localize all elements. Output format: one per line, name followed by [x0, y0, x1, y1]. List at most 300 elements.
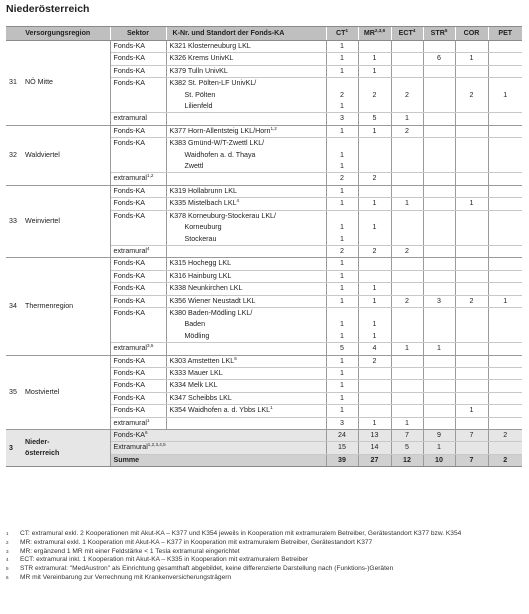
value-cell: 2	[358, 90, 391, 101]
cell-text: Fonds-KA	[113, 139, 146, 148]
cell-text: Fonds-KA	[113, 211, 146, 220]
value-cell	[326, 210, 358, 222]
header-col-ct	[326, 27, 358, 41]
sektor-cell	[110, 295, 166, 307]
cell-text: MR	[363, 29, 375, 37]
footnote-marker: 2	[6, 539, 9, 545]
value-cell	[391, 138, 423, 150]
sektor-cell	[110, 367, 166, 379]
value-cell	[391, 101, 423, 113]
cell-text: Fonds-KA	[113, 66, 146, 75]
cell-text: Fonds-KA	[113, 368, 146, 377]
footnote-marker: 4	[6, 557, 9, 563]
value-cell	[423, 405, 455, 417]
cell-text: K334 Melk LKL	[169, 381, 218, 390]
value-cell: 1	[326, 185, 358, 197]
sektor-cell	[110, 319, 166, 330]
region-number: 32	[9, 150, 17, 159]
value-cell	[455, 210, 488, 222]
value-cell	[488, 367, 522, 379]
value-cell	[488, 53, 522, 65]
footnote-text: MR: extramural exkl. 1 Kooperation mit Akut-KA – K377 in Kooperation mit extramuralem Betreiber, Gerätestandort K377	[20, 538, 373, 546]
cell-text: STR	[430, 29, 445, 37]
value-cell	[391, 331, 423, 343]
cell-text: Fonds-KA	[113, 271, 146, 280]
sum-value-cell: 12	[391, 454, 423, 466]
value-cell	[423, 198, 455, 210]
value-cell	[488, 78, 522, 90]
cell-text: Korneuburg	[184, 223, 222, 232]
value-cell: 4	[358, 343, 391, 355]
value-cell	[455, 392, 488, 404]
cell-text: extramural	[113, 246, 148, 255]
region-cell	[6, 125, 110, 185]
value-cell	[488, 343, 522, 355]
standort-cell	[166, 41, 326, 53]
value-cell	[423, 161, 455, 173]
value-cell	[423, 41, 455, 53]
cell-text: St. Pölten	[184, 90, 216, 99]
cell-text: K316 Hainburg LKL	[169, 271, 232, 280]
value-cell	[391, 367, 423, 379]
standort-cell	[166, 270, 326, 282]
value-cell: 1	[326, 319, 358, 330]
value-cell	[455, 161, 488, 173]
value-cell: 3	[326, 417, 358, 429]
value-cell: 2	[391, 90, 423, 101]
value-cell: 1	[326, 125, 358, 137]
value-cell: 1	[326, 270, 358, 282]
cell-text: K303 Amstetten LKL	[169, 356, 235, 365]
value-cell: 2	[455, 295, 488, 307]
value-cell	[391, 173, 423, 185]
value-cell	[488, 307, 522, 319]
footnote	[6, 556, 522, 565]
value-cell	[488, 150, 522, 161]
total-value-cell: 7	[455, 430, 488, 442]
footnote-text: MR mit Vereinbarung zur Verrechnung mit Krankenversicherungsträgern	[20, 573, 232, 581]
value-cell	[423, 222, 455, 233]
header-col-cor	[455, 27, 488, 41]
value-cell	[488, 234, 522, 246]
value-cell	[391, 78, 423, 90]
value-cell: 1	[488, 295, 522, 307]
value-cell	[423, 245, 455, 257]
value-cell	[391, 65, 423, 77]
cell-text: K333 Mauer LKL	[169, 368, 223, 377]
value-cell: 1	[488, 90, 522, 101]
region-cell	[6, 355, 110, 429]
state-name-line2: österreich	[25, 449, 60, 458]
cell-text: Fonds-KA	[113, 126, 146, 135]
header-col-mr	[358, 27, 391, 41]
sektor-cell	[110, 173, 166, 185]
value-cell: 1	[326, 283, 358, 295]
cell-text: Fonds-KA	[113, 79, 146, 88]
value-cell	[455, 78, 488, 90]
value-cell: 1	[358, 417, 391, 429]
value-cell: 1	[391, 417, 423, 429]
cell-text: PET	[498, 29, 513, 37]
cell-text: K377 Horn-Allentsteig LKL/Horn	[169, 126, 271, 135]
header-col-ect	[391, 27, 423, 41]
value-cell	[326, 307, 358, 319]
value-cell: 1	[326, 331, 358, 343]
cell-text: extramural	[113, 174, 148, 183]
table-row	[6, 355, 522, 367]
total-value-cell: 1	[423, 442, 455, 454]
standort-cell	[166, 283, 326, 295]
sektor-cell	[110, 161, 166, 173]
region-number: 33	[9, 216, 17, 225]
footnote-ref: 1,2	[147, 173, 154, 179]
value-cell: 2	[358, 245, 391, 257]
value-cell: 1	[326, 41, 358, 53]
region-cell	[6, 41, 110, 126]
value-cell: 1	[326, 367, 358, 379]
value-cell: 1	[326, 234, 358, 246]
sektor-cell	[110, 113, 166, 125]
value-cell: 1	[326, 65, 358, 77]
cell-text: K378 Korneuburg-Stockerau LKL/	[169, 211, 276, 220]
value-cell	[455, 185, 488, 197]
sektor-cell	[110, 138, 166, 150]
footnote-ref: 1	[270, 405, 273, 411]
cell-text: Fonds-KA	[113, 308, 146, 317]
standort-cell	[166, 198, 326, 210]
footnote-ref: 1	[147, 417, 150, 423]
value-cell	[423, 319, 455, 330]
standort-cell	[166, 295, 326, 307]
footnote-marker: 3	[6, 548, 9, 554]
value-cell	[423, 210, 455, 222]
value-cell	[423, 258, 455, 270]
value-cell	[488, 113, 522, 125]
cell-text: K356 Wiener Neustadt LKL	[169, 296, 256, 305]
value-cell	[455, 65, 488, 77]
total-value-cell: 14	[358, 442, 391, 454]
sum-label: Summe	[110, 454, 326, 466]
value-cell: 1	[326, 258, 358, 270]
value-cell	[358, 258, 391, 270]
value-cell: 1	[423, 343, 455, 355]
cell-text: K321 Klosterneuburg LKL	[169, 42, 251, 50]
sektor-cell	[110, 343, 166, 355]
header-region: Versorgungsregion	[6, 27, 110, 41]
total-value-cell	[455, 442, 488, 454]
region-number: 31	[9, 78, 17, 87]
standort-cell	[166, 234, 326, 246]
cell-text: K335 Mistelbach LKL	[169, 199, 237, 208]
value-cell: 1	[326, 101, 358, 113]
standort-cell	[166, 355, 326, 367]
cell-text: Extramural	[113, 443, 148, 452]
value-cell	[488, 380, 522, 392]
sektor-cell	[110, 125, 166, 137]
value-cell: 1	[326, 392, 358, 404]
value-cell	[358, 392, 391, 404]
value-cell	[455, 113, 488, 125]
cell-text: extramural	[113, 418, 148, 427]
value-cell: 1	[391, 113, 423, 125]
footnote-ref: 4	[147, 245, 150, 251]
standort-cell	[166, 307, 326, 319]
footnote	[6, 574, 522, 583]
standort-cell	[166, 138, 326, 150]
value-cell	[391, 270, 423, 282]
total-value-cell: 9	[423, 430, 455, 442]
standort-cell	[166, 380, 326, 392]
value-cell: 1	[326, 198, 358, 210]
sum-value-cell: 39	[326, 454, 358, 466]
footnote-marker: 6	[6, 574, 9, 580]
value-cell	[488, 319, 522, 330]
value-cell	[488, 417, 522, 429]
value-cell	[455, 270, 488, 282]
footnote-ref: 6	[234, 355, 237, 361]
cell-text: Waidhofen a. d. Thaya	[184, 150, 256, 159]
sektor-cell	[110, 380, 166, 392]
value-cell: 2	[326, 90, 358, 101]
standort-cell	[166, 343, 326, 355]
footnote-ref: 4	[412, 28, 416, 33]
cell-text: Stockerau	[184, 234, 217, 243]
value-cell	[391, 319, 423, 330]
value-cell: 2	[358, 173, 391, 185]
footnote-text: ECT: extramural inkl. 1 Kooperation mit Akut-KA – K335 in Kooperation mit extramuralem Betreiber	[20, 556, 309, 564]
page-title: Niederösterreich	[6, 3, 90, 15]
sektor-cell	[110, 331, 166, 343]
value-cell	[358, 270, 391, 282]
value-cell: 2	[391, 245, 423, 257]
footnote-ref: 1,2,3,4,5	[147, 442, 166, 448]
value-cell	[455, 331, 488, 343]
value-cell	[488, 65, 522, 77]
value-cell: 1	[455, 198, 488, 210]
cell-text: COR	[463, 29, 480, 37]
sektor-cell	[110, 53, 166, 65]
cell-text: extramural	[113, 114, 148, 123]
standort-cell	[166, 150, 326, 161]
value-cell	[423, 380, 455, 392]
value-cell: 1	[455, 405, 488, 417]
value-cell: 2	[358, 355, 391, 367]
value-cell: 2	[326, 245, 358, 257]
region-name: Thermenregion	[25, 301, 74, 310]
sektor-cell	[110, 41, 166, 53]
value-cell: 1	[391, 198, 423, 210]
standort-cell	[166, 392, 326, 404]
value-cell: 3	[326, 113, 358, 125]
table-header-row	[6, 27, 522, 41]
value-cell	[455, 343, 488, 355]
standort-cell	[166, 417, 326, 429]
table-row	[6, 125, 522, 137]
total-sektor-cell	[110, 430, 326, 442]
total-sektor-cell	[110, 442, 326, 454]
value-cell	[358, 78, 391, 90]
cell-text: K379 Tulln UnivKL	[169, 66, 228, 75]
sektor-cell	[110, 222, 166, 233]
cell-text: K383 Gmünd-W/T-Zwettl LKL/	[169, 139, 265, 148]
footnote-text: CT: extramural exkl. 2 Kooperationen mit Akut-KA – K377 und K354 jeweils in Kooperation mit extramuralem Betreiber, Gerätestandort K377 bzw. K354	[20, 530, 462, 537]
value-cell	[455, 150, 488, 161]
value-cell	[455, 367, 488, 379]
value-cell	[358, 41, 391, 53]
region-name: NÖ Mitte	[25, 78, 53, 87]
sektor-cell	[110, 245, 166, 257]
value-cell	[455, 234, 488, 246]
standort-cell	[166, 210, 326, 222]
value-cell	[455, 138, 488, 150]
value-cell	[488, 185, 522, 197]
value-cell	[358, 150, 391, 161]
footnote-ref: 1,2	[270, 125, 277, 131]
value-cell: 1	[326, 405, 358, 417]
value-cell	[358, 210, 391, 222]
value-cell	[423, 331, 455, 343]
footnote-ref: 5	[444, 28, 448, 33]
value-cell	[358, 367, 391, 379]
value-cell: 1	[358, 65, 391, 77]
value-cell: 1	[358, 283, 391, 295]
standort-cell	[166, 245, 326, 257]
value-cell	[326, 78, 358, 90]
value-cell	[358, 307, 391, 319]
value-cell	[488, 245, 522, 257]
value-cell: 1	[358, 125, 391, 137]
state-cell	[6, 430, 110, 467]
cell-text: Fonds-KA	[113, 186, 146, 195]
sektor-cell	[110, 198, 166, 210]
cell-text: Fonds-KA	[113, 259, 146, 268]
footnote	[6, 530, 522, 539]
value-cell	[488, 270, 522, 282]
value-cell: 1	[358, 53, 391, 65]
standort-cell	[166, 319, 326, 330]
value-cell	[326, 138, 358, 150]
value-cell	[423, 392, 455, 404]
value-cell	[391, 150, 423, 161]
cell-text: Fonds-KA	[113, 42, 146, 50]
value-cell	[391, 210, 423, 222]
value-cell: 1	[326, 150, 358, 161]
cell-text: K319 Hollabrunn LKL	[169, 186, 237, 195]
value-cell	[423, 417, 455, 429]
header-standort: K-Nr. und Standort der Fonds-KA	[166, 27, 326, 41]
value-cell	[391, 234, 423, 246]
value-cell	[358, 234, 391, 246]
value-cell	[488, 222, 522, 233]
value-cell	[488, 355, 522, 367]
value-cell: 1	[326, 295, 358, 307]
value-cell	[423, 355, 455, 367]
standort-cell	[166, 222, 326, 233]
sektor-cell	[110, 65, 166, 77]
sum-value-cell: 10	[423, 454, 455, 466]
value-cell	[488, 138, 522, 150]
value-cell	[455, 245, 488, 257]
cell-text: Fonds-KA	[113, 393, 146, 402]
standort-cell	[166, 258, 326, 270]
value-cell	[423, 150, 455, 161]
state-name	[25, 437, 59, 459]
state-number: 3	[9, 443, 13, 452]
standort-cell	[166, 90, 326, 101]
value-cell	[455, 417, 488, 429]
cell-text: K380 Baden-Mödling LKL/	[169, 308, 253, 317]
footnote	[6, 539, 522, 548]
sum-value-cell: 7	[455, 454, 488, 466]
region-cell	[6, 258, 110, 355]
value-cell: 1	[391, 343, 423, 355]
value-cell	[455, 283, 488, 295]
total-value-cell: 15	[326, 442, 358, 454]
standort-cell	[166, 405, 326, 417]
footnote-ref: 2,3,6	[374, 28, 386, 33]
equipment-table	[6, 26, 522, 467]
standort-cell	[166, 125, 326, 137]
value-cell	[391, 355, 423, 367]
sektor-cell	[110, 210, 166, 222]
value-cell	[488, 173, 522, 185]
value-cell	[488, 198, 522, 210]
footnote-marker: 5	[6, 566, 9, 572]
cell-text: Fonds-KA	[113, 431, 146, 439]
footnote-ref: 1	[345, 28, 349, 33]
value-cell: 1	[326, 355, 358, 367]
cell-text: Fonds-KA	[113, 356, 146, 365]
total-value-cell: 5	[391, 442, 423, 454]
sum-value-cell: 2	[488, 454, 522, 466]
total-value-cell	[488, 442, 522, 454]
cell-text: K338 Neunkirchen LKL	[169, 284, 243, 293]
value-cell: 5	[326, 343, 358, 355]
value-cell: 1	[358, 319, 391, 330]
value-cell	[455, 101, 488, 113]
region-name: Weinviertel	[25, 216, 60, 225]
sektor-cell	[110, 405, 166, 417]
value-cell	[391, 392, 423, 404]
value-cell: 6	[423, 53, 455, 65]
value-cell: 1	[326, 380, 358, 392]
value-cell	[488, 210, 522, 222]
value-cell	[488, 101, 522, 113]
table-body	[6, 41, 522, 467]
value-cell	[423, 125, 455, 137]
cell-text: extramural	[113, 344, 148, 353]
sektor-cell	[110, 90, 166, 101]
cell-text: Fonds-KA	[113, 406, 146, 415]
value-cell	[358, 405, 391, 417]
value-cell	[391, 222, 423, 233]
state-name-line1: Nieder-	[25, 438, 50, 447]
value-cell	[391, 307, 423, 319]
value-cell	[423, 138, 455, 150]
header-sektor: Sektor	[110, 27, 166, 41]
sektor-cell	[110, 234, 166, 246]
value-cell: 1	[358, 198, 391, 210]
standort-cell	[166, 173, 326, 185]
sektor-cell	[110, 270, 166, 282]
value-cell	[455, 222, 488, 233]
value-cell	[358, 161, 391, 173]
value-cell	[391, 53, 423, 65]
value-cell	[423, 185, 455, 197]
value-cell	[455, 307, 488, 319]
cell-text: K315 Hochegg LKL	[169, 259, 232, 268]
value-cell: 1	[358, 331, 391, 343]
